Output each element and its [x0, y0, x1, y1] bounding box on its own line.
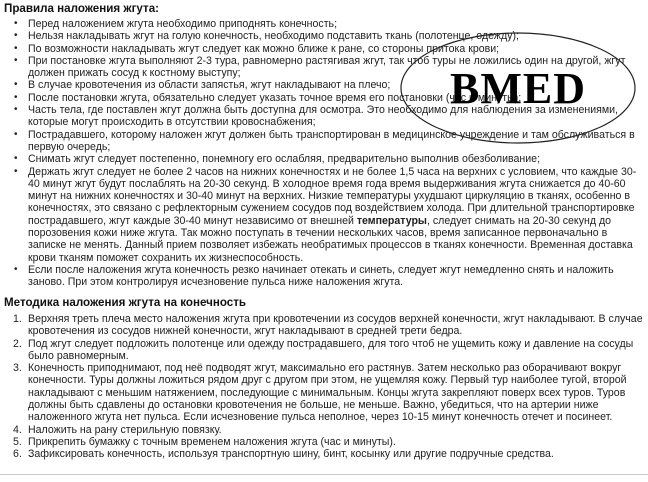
item-text: Держать жгут следует не более 2 часов на нижних конечностях и не более 1,5 часа на верхних с условием, что каждые 30-40 минут жгут будут послаблять на 20-30 секунд. В холодное время года время выдерживания жгута снижается до 40-60 минут на нижних конечностях и 30-40 минут на верхних. Низкие температуры ухудшают циркуляцию в тканях, особенно в конечностях, это связано с рефлекторным сужением сосудов под воздействием холода. При длительной транспортировке пострадавшего, жгут каждые 30-40 минут независимо от внешней — [28, 165, 637, 227]
item-number: 1. — [13, 313, 22, 325]
list-item: • Нельзя накладывать жгут на голую конечность, необходимо подставить ткань (полотенце, одежду); — [4, 30, 644, 42]
numbered-item — [4, 313, 644, 338]
item-text: Прикрепить бумажку с точным временем наложения жгута (час и минуты). — [28, 435, 396, 448]
list-item: • В случае кровотечения из области запястья, жгут накладывают на плечо; — [4, 79, 644, 91]
item-text: Под жгут следует подложить полотенце или одежду пострадавшего, для того чтоб не ущемить кожу и давление на сосуды было равномерным. — [28, 337, 634, 362]
section-title-rules: Правила наложения жгута: — [4, 2, 159, 15]
rules-list — [4, 18, 644, 289]
list-item: • По возможности накладывать жгут следует как можно ближе к ране, со стороны притока крови; — [4, 43, 644, 55]
list-item: • Перед наложением жгута необходимо приподнять конечность; — [4, 18, 644, 30]
numbered-item — [4, 436, 644, 448]
bold-term: температуры — [356, 214, 427, 227]
numbered-item — [4, 338, 644, 363]
item-text: Наложить на рану стерильную повязку. — [28, 423, 222, 436]
item-number: 3. — [13, 362, 22, 375]
item-number: 2. — [13, 337, 22, 350]
list-item: • При постановке жгута выполняют 2-3 тура, равномерно растягивая жгут, так чтоб туры не ложились один на другой, жгут должен прижать сосуд к костному выступу; — [4, 55, 644, 80]
list-item: • Если после наложения жгута конечность резко начинает отекать и синеть, следует жгут немедленно снять и наложить заново. При этом контролируя исчезновение пульса ниже наложения жгута. — [4, 264, 644, 289]
item-text: Зафиксировать конечность, используя транспортную шину, бинт, косынку или другие подручные средства. — [28, 448, 554, 461]
item-text: , следует снимать на 20-30 секунд до порозовения кожи ниже жгута. Так можно поступать в течении нескольких часов, время записанное первоначально в записке не менять. Данный прием позволяет избежать необратимых процессов в тканях конечности. Временная доставка крови тканям поможет сохранить их жизнеспособность. — [28, 214, 633, 264]
list-item: • Снимать жгут следует постепенно, понемногу его ослабляя, предварительно выполнив обезболивание; — [4, 153, 644, 165]
section-title-method: Методика наложения жгута на конечность — [4, 296, 247, 309]
item-text: Конечность приподнимают, под неё подводят жгут, максимально его растянув. Затем несколько раз оборачивают вокруг конечности. Туры должны ложиться рядом друг с другом при этом, не ущемляя кожу. Первый тур наиболее тугой, второй накладывают с меньшим натяжением, последующие с минимальным. Концы жгута закрепляют поверх всех туров. Туров должны быть сдавлены до остановки кровотечения не больше, не меньше. Важно, убедиться, что на артерии ниже наложенного жгута нет пульса. Если исчезновение пульса неполное, через 10-15 минут конечность отечет и посинеет. — [28, 362, 627, 424]
item-number: 5. — [13, 435, 22, 448]
stamp-text: BMED — [450, 63, 586, 113]
bottom-divider — [0, 474, 648, 475]
numbered-item — [4, 448, 644, 460]
item-text: Верхняя треть плеча место наложения жгута при кровотечении из сосудов верхней конечности, жгут накладывают. В случае кровотечения из сосудов нижней конечности, жгут накладывают в средней трети бедра. — [28, 313, 643, 338]
item-number: 6. — [13, 448, 22, 461]
list-item: • Пострадавшего, которому наложен жгут должен быть транспортирован в медицинское учреждение и там обслуживаться в первую очередь; — [4, 129, 644, 154]
list-item: • После постановки жгута, обязательно следует указать точное время его постановки (час и минуты); — [4, 92, 644, 104]
item-number: 4. — [13, 423, 22, 436]
numbered-item — [4, 362, 644, 423]
list-item-temperature — [4, 166, 644, 264]
numbered-item — [4, 424, 644, 436]
method-list — [4, 313, 644, 461]
list-item: • Часть тела, где поставлен жгут должна быть доступна для осмотра. Это необходимо для наблюдения за изменениями, которые могут происходить в отсутствии кровоснабжения; — [4, 104, 644, 129]
